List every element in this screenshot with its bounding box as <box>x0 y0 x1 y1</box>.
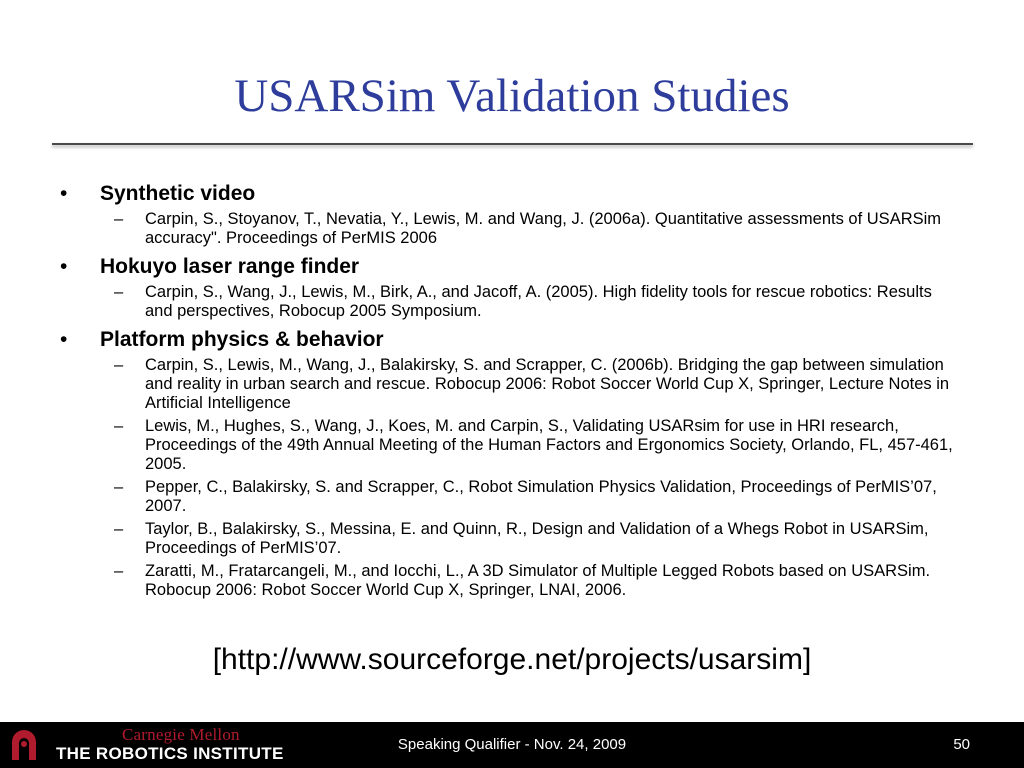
bullet-icon: • <box>60 182 68 205</box>
bullet-item <box>60 326 960 353</box>
section-heading: Hokuyo laser range finder <box>100 255 360 278</box>
reference-item <box>60 356 960 413</box>
bullet-item <box>60 253 960 280</box>
reference-item <box>60 478 960 516</box>
title-divider <box>52 143 973 145</box>
reference-item <box>60 562 960 600</box>
project-url-link[interactable]: [http://www.sourceforge.net/projects/usarsim] <box>212 643 812 676</box>
section-hokuyo <box>60 253 960 321</box>
dash-icon: – <box>114 356 124 374</box>
section-synthetic-video <box>60 180 960 248</box>
section-heading: Platform physics & behavior <box>100 328 384 351</box>
bullet-icon: • <box>60 255 68 278</box>
reference-text: Taylor, B., Balakirsky, S., Messina, E. and Quinn, R., Design and Validation of a Whegs Robot in USARSim, Proceedings of PerMIS’07. <box>145 520 929 557</box>
reference-item <box>60 520 960 558</box>
page-number: 50 <box>953 736 970 753</box>
dash-icon: – <box>114 210 124 228</box>
slide-title: USARSim Validation Studies <box>234 70 790 122</box>
carnegie-mellon-wordmark: Carnegie Mellon <box>122 725 240 744</box>
reference-text: Carpin, S., Wang, J., Lewis, M., Birk, A., and Jacoff, A. (2005). High fidelity tools for rescue robotics: Results and perspectives, Robocup 2005 Symposium. <box>145 283 932 320</box>
section-platform-physics <box>60 326 960 600</box>
footer-caption: Speaking Qualifier - Nov. 24, 2009 <box>397 736 627 753</box>
reference-item <box>60 210 960 248</box>
reference-list <box>60 356 960 600</box>
reference-item <box>60 283 960 321</box>
robotics-institute-wordmark: THE ROBOTICS INSTITUTE <box>56 744 284 763</box>
reference-item <box>60 417 960 474</box>
dash-icon: – <box>114 562 124 580</box>
reference-text: Carpin, S., Lewis, M., Wang, J., Balakirsky, S. and Scrapper, C. (2006b). Bridging the gap between simulation and reality in urban search and rescue. Robocup 2006: Robot Soccer World Cup X, Springer, Lecture Notes in Artificial Intelligence <box>145 356 950 412</box>
section-heading: Synthetic video <box>100 182 256 205</box>
reference-text: Zaratti, M., Fratarcangeli, M., and Iocchi, L., A 3D Simulator of Multiple Legged Robots based on USARSim. Robocup 2006: Robot Soccer World Cup X, Springer, LNAI, 2006. <box>145 562 931 599</box>
dash-icon: – <box>114 283 124 301</box>
reference-text: Carpin, S., Stoyanov, T., Nevatia, Y., Lewis, M. and Wang, J. (2006a). Quantitative assessments of USARSim accuracy". Proceedings of PerMIS 2006 <box>145 210 942 247</box>
bullet-item <box>60 180 960 207</box>
reference-text: Pepper, C., Balakirsky, S. and Scrapper, C., Robot Simulation Physics Validation, Proceedings of PerMIS’07, 2007. <box>145 478 937 515</box>
dash-icon: – <box>114 520 124 538</box>
dash-icon: – <box>114 417 124 435</box>
reference-list <box>60 283 960 321</box>
bullet-icon: • <box>60 328 68 351</box>
dash-icon: – <box>114 478 124 496</box>
slide-content <box>60 180 960 605</box>
reference-list <box>60 210 960 248</box>
footer-bar <box>0 722 1024 768</box>
robotics-institute-logo-icon <box>8 730 40 762</box>
reference-text: Lewis, M., Hughes, S., Wang, J., Koes, M. and Carpin, S., Validating USARsim for use in HRI research, Proceedings of the 49th Annual Meeting of the Human Factors and Ergonomics Society, Orlando, FL, 457-461, 2005. <box>145 417 953 473</box>
